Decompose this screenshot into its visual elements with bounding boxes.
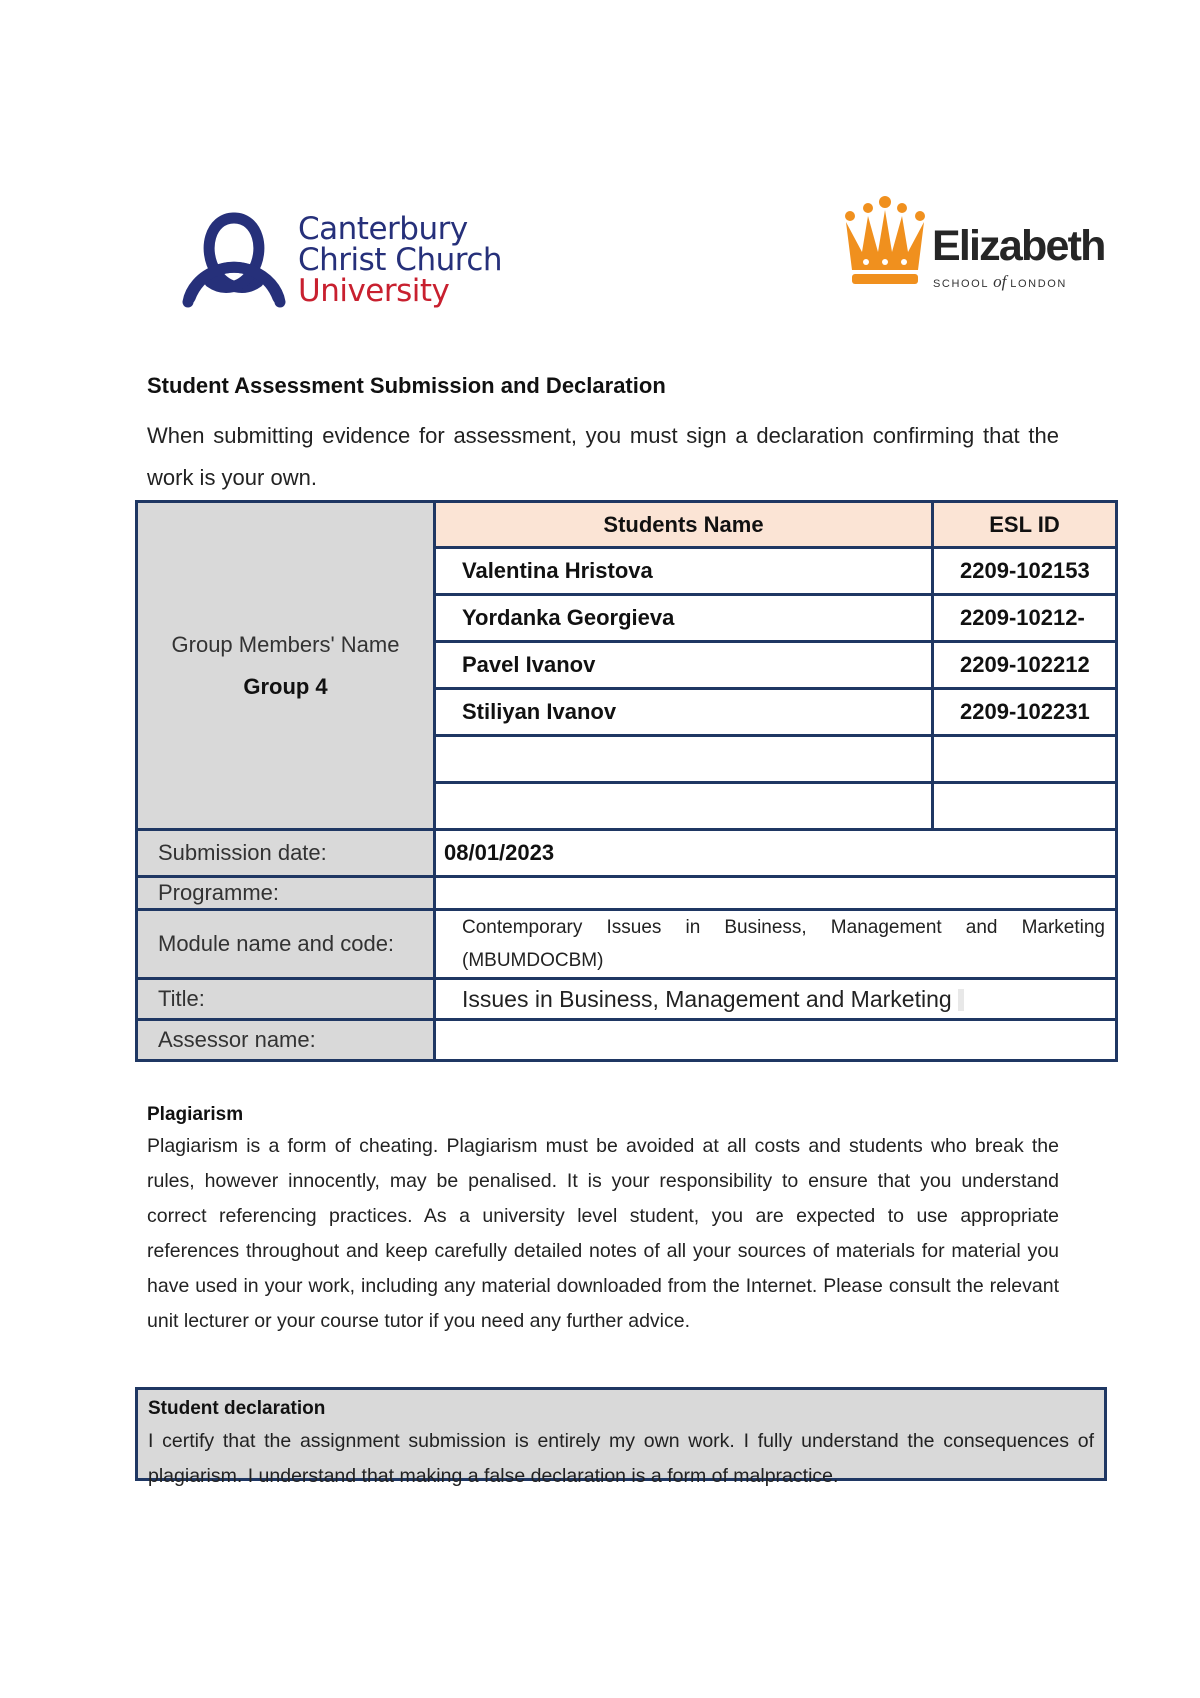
cccu-logo — [180, 208, 510, 318]
student-name[interactable]: Pavel Ivanov — [435, 642, 933, 689]
title-field[interactable] — [435, 979, 1117, 1020]
esl-sub-left: SCHOOL — [933, 278, 990, 290]
student-id[interactable]: 2209-102231 — [933, 689, 1117, 736]
esl-wordmark: Elizabeth — [932, 222, 1105, 270]
esl-logo — [842, 196, 1105, 292]
student-id[interactable]: 2209-10212- — [933, 595, 1117, 642]
declaration-heading: Student declaration — [148, 1398, 326, 1419]
document-title: Student Assessment Submission and Declaration — [147, 373, 666, 398]
programme-field[interactable] — [435, 877, 1117, 910]
programme-label: Programme: — [137, 877, 435, 910]
esl-id-header: ESL ID — [933, 502, 1117, 548]
student-id[interactable]: 2209-102212 — [933, 642, 1117, 689]
declaration-text: I certify that the assignment submission is entirely my own work. I fully understand the consequences of plagiarism. I understand that making a false declaration is a form of malpractice. — [148, 1430, 1094, 1487]
student-name[interactable]: Stiliyan Ivanov — [435, 689, 933, 736]
plagiarism-text: Plagiarism is a form of cheating. Plagiarism must be avoided at all costs and students who break the rules, however innocently, may be penalised. It is your responsibility to ensure that you understand correct referencing practices. As a university level student, you are expected to use appropriate references throughout and keep carefully detailed notes of all your sources of materials for material you have used in your work, including any material downloaded from the Internet. Please consult the relevant unit lecturer or your course tutor if you need any further advice. — [147, 1135, 1059, 1332]
intro-text: When submitting evidence for assessment, you must sign a declaration confirming that the work is your own. — [147, 423, 1059, 490]
student-name-empty[interactable] — [435, 783, 933, 830]
group-members-cell — [137, 502, 435, 830]
student-name[interactable]: Yordanka Georgieva — [435, 595, 933, 642]
cccu-line-2: Christ Church — [298, 242, 503, 278]
submission-date-label: Submission date: — [137, 830, 435, 877]
group-members-label: Group Members' Name — [171, 631, 400, 657]
crown-icon — [842, 196, 928, 288]
text-cursor-mark — [958, 989, 964, 1011]
assessor-label: Assessor name: — [137, 1020, 435, 1061]
cccu-line-1: Canterbury — [298, 211, 468, 247]
title-value: Issues in Business, Management and Marketing — [462, 985, 952, 1012]
student-id[interactable]: 2209-102153 — [933, 548, 1117, 595]
esl-subtitle — [933, 272, 1067, 292]
student-id-empty[interactable] — [933, 783, 1117, 830]
assessor-field[interactable] — [435, 1020, 1117, 1061]
cccu-emblem-icon — [180, 210, 288, 310]
esl-sub-of: of — [993, 272, 1007, 291]
title-label: Title: — [137, 979, 435, 1020]
students-name-header: Students Name — [435, 502, 933, 548]
cccu-line-3: University — [298, 273, 450, 309]
module-field[interactable]: Contemporary Issues in Business, Management and Marketing (MBUMDOCBM) — [435, 910, 1117, 979]
group-name: Group 4 — [243, 673, 328, 699]
esl-sub-right: LONDON — [1010, 278, 1067, 290]
student-declaration-box — [135, 1387, 1107, 1487]
module-label: Module name and code: — [137, 910, 435, 979]
plagiarism-heading: Plagiarism — [147, 1104, 244, 1125]
student-name-empty[interactable] — [435, 736, 933, 783]
student-name[interactable]: Valentina Hristova — [435, 548, 933, 595]
student-id-empty[interactable] — [933, 736, 1117, 783]
submission-date-field[interactable]: 08/01/2023 — [435, 830, 1117, 877]
submission-form-table — [135, 500, 1118, 1062]
